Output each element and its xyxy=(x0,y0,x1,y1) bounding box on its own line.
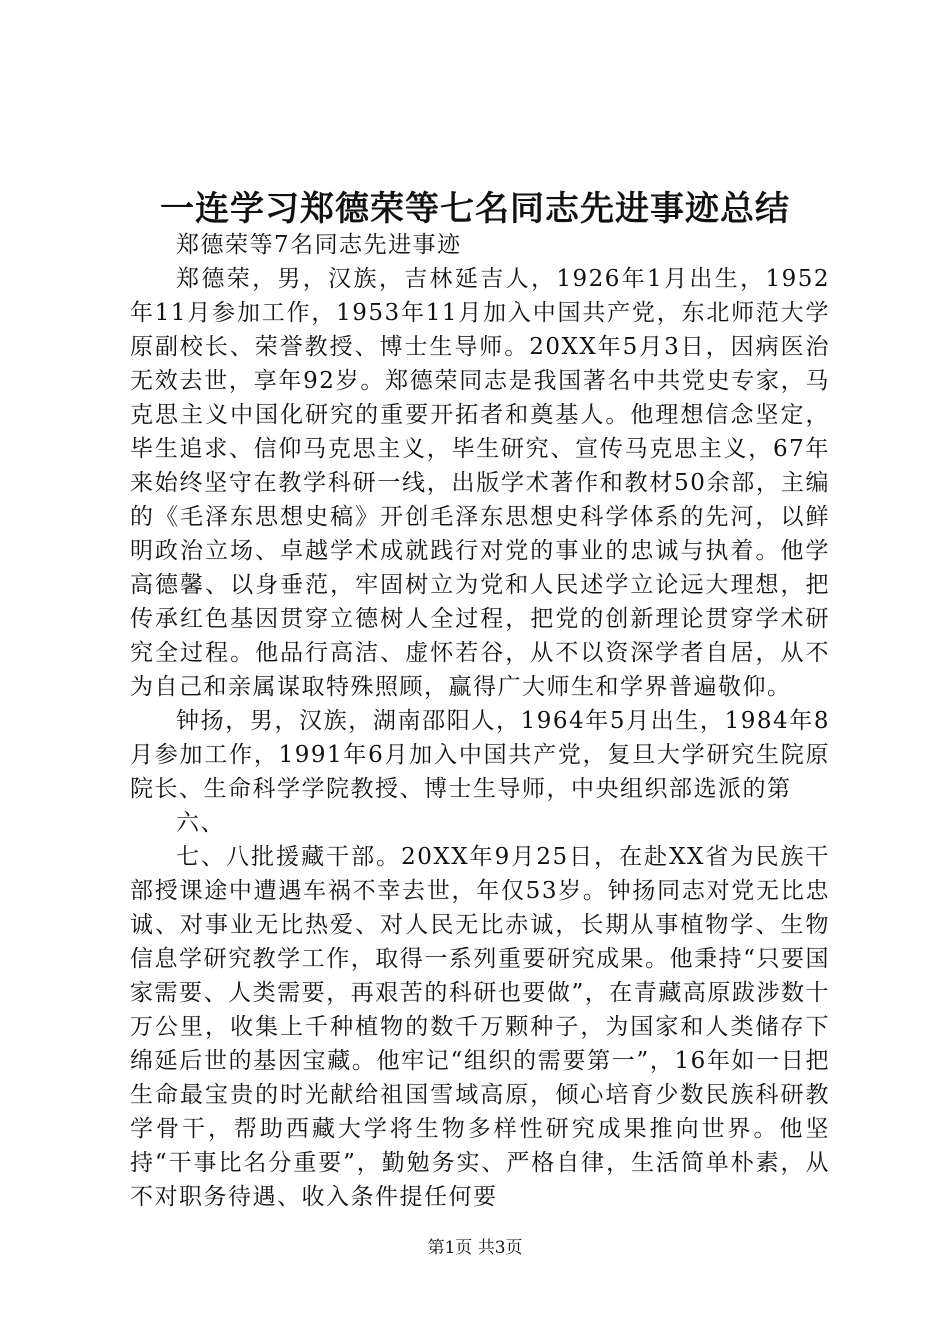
page-footer: 第1页 共3页 xyxy=(427,1238,523,1258)
paragraph-six: 六、 xyxy=(176,810,225,836)
paragraph-zhong-yang: 钟扬，男，汉族，湖南邵阳人，1964年5月出生，1984年8月参加工作，1991年6月加入中国共产党，复旦大学研究生院原院长、生命科学学院教授、博士生导师，中央组织部选派的第 xyxy=(130,708,830,802)
paragraph-zheng-derong: 郑德荣，男，汉族，吉林延吉人，1926年1月出生，1952年11月参加工作，1953年11月加入中国共产党，东北师范大学原副校长、荣誉教授、博士生导师。20XX年5月3日，因病医治无效去世，享年92岁。郑德荣同志是我国著名中共党史专家，马克思主义中国化研究的重要开拓者和奠基人。他理想信念坚定，毕生追求、信仰马克思主义，毕生研究、宣传马克思主义，67年来始终坚守在教学科研一线，出版学术著作和教材50余部，主编的《毛泽东思想史稿》开创毛泽东思想史科学体系的先河，以鲜明政治立场、卓越学术成就践行对党的事业的忠诚与执着。他学高德馨、以身垂范，牢固树立为党和人民述学立论远大理想，把传承红色基因贯穿立德树人全过程，把党的创新理论贯穿学术研究全过程。他品行高洁、虚怀若谷，从不以资深学者自居，从不为自己和亲属谋取特殊照顾，赢得广大师生和学界普遍敬仰。 xyxy=(130,266,830,700)
paragraph-subtitle: 郑德荣等7名同志先进事迹 xyxy=(176,232,462,258)
page-title: 一连学习郑德荣等七名同志先进事迹总结 xyxy=(160,189,790,229)
document-body xyxy=(130,228,830,1214)
paragraph-seven-eight: 七、八批援藏干部。20XX年9月25日，在赴XX省为民族干部授课途中遭遇车祸不幸去世，年仅53岁。钟扬同志对党无比忠诚、对事业无比热爱、对人民无比赤诚，长期从事植物学、生物信息学研究教学工作，取得一系列重要研究成果。他秉持“只要国家需要、人类需要，再艰苦的科研也要做”，在青藏高原跋涉数十万公里，收集上千种植物的数千万颗种子，为国家和人类储存下绵延后世的基因宝藏。他牢记“组织的需要第一”，16年如一日把生命最宝贵的时光献给祖国雪域高原，倾心培育少数民族科研教学骨干，帮助西藏大学将生物多样性研究成果推向世界。他坚持“干事比名分重要”，勤勉务实、严格自律，生活简单朴素，从不对职务待遇、收入条件提任何要 xyxy=(130,844,830,1210)
